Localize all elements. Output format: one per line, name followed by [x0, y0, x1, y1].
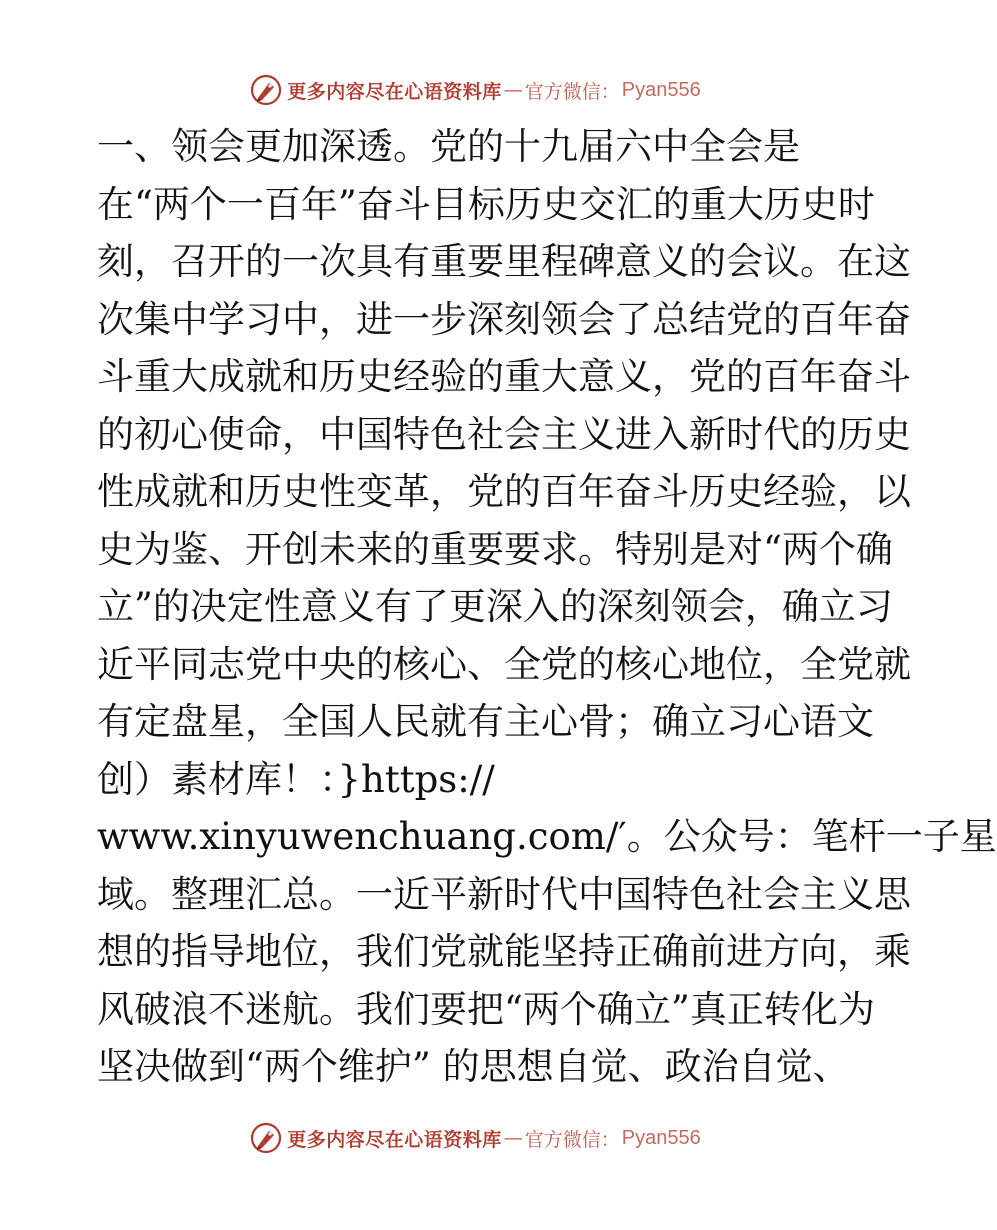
text-line: 史为鉴、开创未来的重要要求。特别是对“两个确 — [97, 527, 893, 571]
text-line: 性成就和历史性变革，党的百年奋斗历史经验，以 — [97, 470, 911, 513]
text-line: 斗重大成就和历史经验的重大意义，党的百年奋斗 — [97, 355, 911, 398]
text-line: 一、领会更加深透。党的十九届六中全会是 — [97, 125, 800, 168]
text-line: www.xinyuwenchuang.com/′。公众号：笔杆一子星 — [97, 815, 997, 858]
footer-watermark-banner — [0, 1118, 950, 1158]
text-line: 的初心使命，中国特色社会主义进入新时代的历史 — [97, 412, 911, 456]
text-line: 域。整理汇总。一近平新时代中国特色社会主义思 — [97, 872, 911, 916]
text-line: 刻，召开的一次具有重要里程碑意义的会议。在这 — [97, 240, 911, 283]
text-line: 创）素材库！：}https:// — [97, 757, 495, 801]
wechat-label: 官方微信： — [524, 1128, 620, 1151]
pen-nib-logo-icon — [249, 73, 283, 107]
text-line: 近平同志党中央的核心、全党的核心地位，全党就 — [97, 642, 911, 686]
text-line: 想的指导地位，我们党就能坚持正确前进方向，乘 — [97, 930, 911, 973]
site-watermark-text: 更多内容尽在心语资料库 — [287, 1128, 502, 1151]
text-line: 风破浪不迷航。我们要把“两个确立”真正转化为 — [97, 987, 875, 1031]
header-watermark-banner — [0, 70, 950, 110]
document-body — [97, 118, 997, 1096]
wechat-id: Pyan556 — [621, 1126, 701, 1149]
banner-dash: — — [503, 1127, 523, 1149]
banner-dash: — — [503, 79, 523, 101]
text-line: 次集中学习中，进一步深刻领会了总结党的百年奋 — [97, 297, 911, 341]
wechat-id: Pyan556 — [621, 78, 701, 101]
pen-nib-logo-icon — [249, 1121, 283, 1155]
site-watermark-text: 更多内容尽在心语资料库 — [287, 80, 502, 103]
text-line: 在“两个一百年”奋斗目标历史交汇的重大历史时 — [97, 182, 875, 226]
text-line: 立”的决定性意义有了更深入的深刻领会，确立习 — [97, 585, 893, 628]
text-line: 坚决做到“两个维护” 的思想自觉、政治自觉、 — [97, 1045, 850, 1088]
text-line: 有定盘星，全国人民就有主心骨；确立习心语文 — [97, 700, 874, 743]
wechat-label: 官方微信： — [524, 80, 620, 103]
